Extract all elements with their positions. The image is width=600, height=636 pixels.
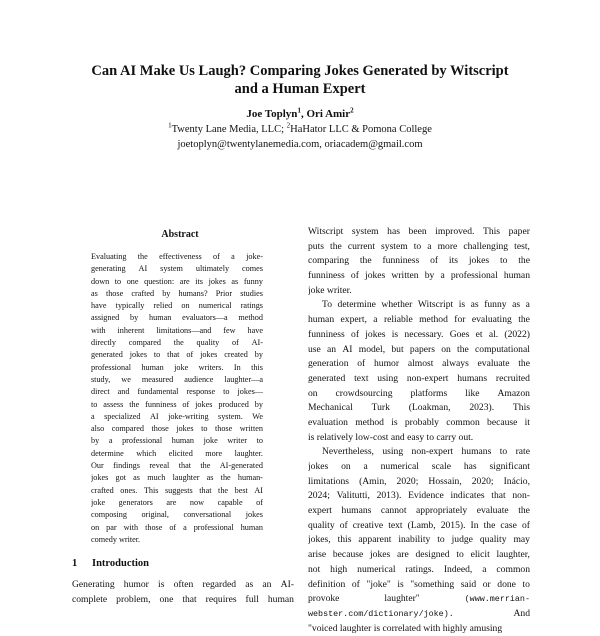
text-line: Mechanical Turk (Loakman, 2023). This <box>308 402 530 414</box>
text-line: have typically relied on numerical ratings <box>91 301 263 311</box>
text-line: use an AI model, but papers on the computational <box>308 343 530 355</box>
right-column <box>308 225 530 636</box>
text-word: And <box>513 607 530 619</box>
text-line: professional human joke writers. In this <box>91 362 263 372</box>
text-line: limitations (Amin, 2020; Hossain, 2020; Inácio, <box>308 475 530 487</box>
text-line: joke writer. <box>308 284 352 296</box>
text-line: Generating humor is often regarded as an AI- <box>72 579 294 590</box>
section-number: 1 <box>72 558 78 569</box>
author-separator: , <box>300 108 307 120</box>
paper-title <box>60 62 540 98</box>
abstract-body <box>91 251 263 546</box>
text-line: to assess the funniness of jokes produced by <box>91 399 263 409</box>
introduction-body <box>72 578 294 607</box>
text-line: quality of creative text (Lamb, 2015). In the case of <box>308 519 530 531</box>
text-line: generating AI system ultimately comes <box>91 264 263 274</box>
text-line: comparing the funniness of its jokes to the <box>308 255 530 267</box>
section-heading <box>72 558 292 569</box>
text-line: not high numerical ratings. Indeed, a common <box>308 563 530 575</box>
text-line: To determine whether Witscript is as funny as a <box>322 299 530 311</box>
text-line: arise because jokes are designed to elicit laughter, <box>308 549 530 561</box>
text-line: complete problem, one that requires full human <box>72 593 294 605</box>
text-line: generation of humor almost always evaluate the <box>308 358 530 370</box>
author-affil-mark: 2 <box>350 106 354 115</box>
text-line: as those crafted by humans? Prior studies <box>91 288 263 298</box>
author-name: Joe Toplyn <box>246 108 298 120</box>
text-line: comedy writer. <box>91 534 141 544</box>
paragraph <box>308 298 530 445</box>
text-line: down to one question: are its jokes as funny <box>91 276 263 286</box>
text-line: crafted ones. This suggests that the best AI <box>91 485 263 495</box>
text-line: Our findings reveal that the AI-generated <box>91 461 263 471</box>
title-line-2: and a Human Expert <box>234 81 366 97</box>
text-line: jokes on a numerical scale has significant <box>308 461 530 472</box>
text-line: expert humans cannot appropriately evaluate the <box>308 505 530 517</box>
text-line: Witscript system has been improved. This paper <box>308 226 530 237</box>
affiliations <box>60 123 540 137</box>
text-line <box>308 607 530 622</box>
text-line: jokes, this apparent inability to judge quality may <box>308 534 530 546</box>
text-word: provoke <box>308 593 340 605</box>
text-line: human expert, a reliable method for evaluating the <box>308 314 530 326</box>
affil-mark: 2 <box>286 121 291 130</box>
url-link[interactable]: (www.merrian- <box>464 594 530 605</box>
text-line: generated text using non-expert humans recruited <box>308 372 530 384</box>
text-line: Evaluating the effectiveness of a joke- <box>91 252 263 261</box>
author-affil-mark: 1 <box>297 106 301 115</box>
text-line: direct and fundamental response to jokes— <box>91 387 263 397</box>
text-line: by a professional human joke writer to <box>91 436 263 446</box>
affil-org: Twenty Lane Media, LLC; <box>171 124 287 135</box>
text-word: laughter" <box>384 593 420 605</box>
author-name: Ori Amir <box>306 108 351 120</box>
text-line: directly compared the quality of AI- <box>91 338 263 348</box>
text-line: study, we measured audience laughter—a <box>91 374 263 384</box>
text-line: Nevertheless, using non-expert humans to rate <box>322 446 530 458</box>
text-line: assigned by human evaluators—a method <box>91 313 263 323</box>
text-line: funniness of jokes written by a professional human <box>308 270 530 282</box>
text-line: on par with those of a professional human <box>91 522 263 532</box>
text-line: 2024; Valitutti, 2013). Evidence indicates that non- <box>308 490 530 502</box>
author-list <box>60 107 540 121</box>
affil-org: HaHator LLC & Pomona College <box>290 124 432 135</box>
text-line: composing original, conversational jokes <box>91 510 263 520</box>
paragraph <box>308 225 530 298</box>
text-line: funniness of jokes is necessary. Goes et al. (2022) <box>308 328 530 340</box>
paragraph <box>308 445 530 592</box>
text-line: with inherent limitations—and few have <box>91 325 263 335</box>
text-line: determine which elicited more laughter. <box>91 448 263 458</box>
text-line: is relatively low-cost and easy to carry out. <box>308 431 474 443</box>
text-line: evaluation method is probably common because it <box>308 416 530 428</box>
url-link[interactable]: webster.com/dictionary/joke). <box>308 608 454 619</box>
text-line: a specialized AI joke-writing system. We <box>91 411 263 421</box>
text-line: also compared those jokes to those written <box>91 424 263 434</box>
text-line: "voiced laughter is correlated with highly amusing <box>308 622 503 634</box>
text-line: definition of "joke" is "something said or done to <box>308 578 530 590</box>
abstract-heading: Abstract <box>161 229 199 240</box>
title-line-1: Can AI Make Us Laugh? Comparing Jokes Generated by Witscript <box>91 63 509 79</box>
text-line: jokes got as much laughter as the human- <box>91 473 263 483</box>
author-emails: joetoplyn@twentylanemedia.com, oriacadem@gmail.com <box>177 139 423 150</box>
text-line: joke generators are now capable of <box>91 497 263 507</box>
text-line: on crowdsourcing platforms like Amazon <box>308 387 530 399</box>
affil-mark: 1 <box>168 121 172 130</box>
text-line: generated jokes to that of jokes created by <box>91 350 263 360</box>
text-line: puts the current system to a more challenging test, <box>308 240 530 252</box>
section-title: Introduction <box>92 558 149 569</box>
